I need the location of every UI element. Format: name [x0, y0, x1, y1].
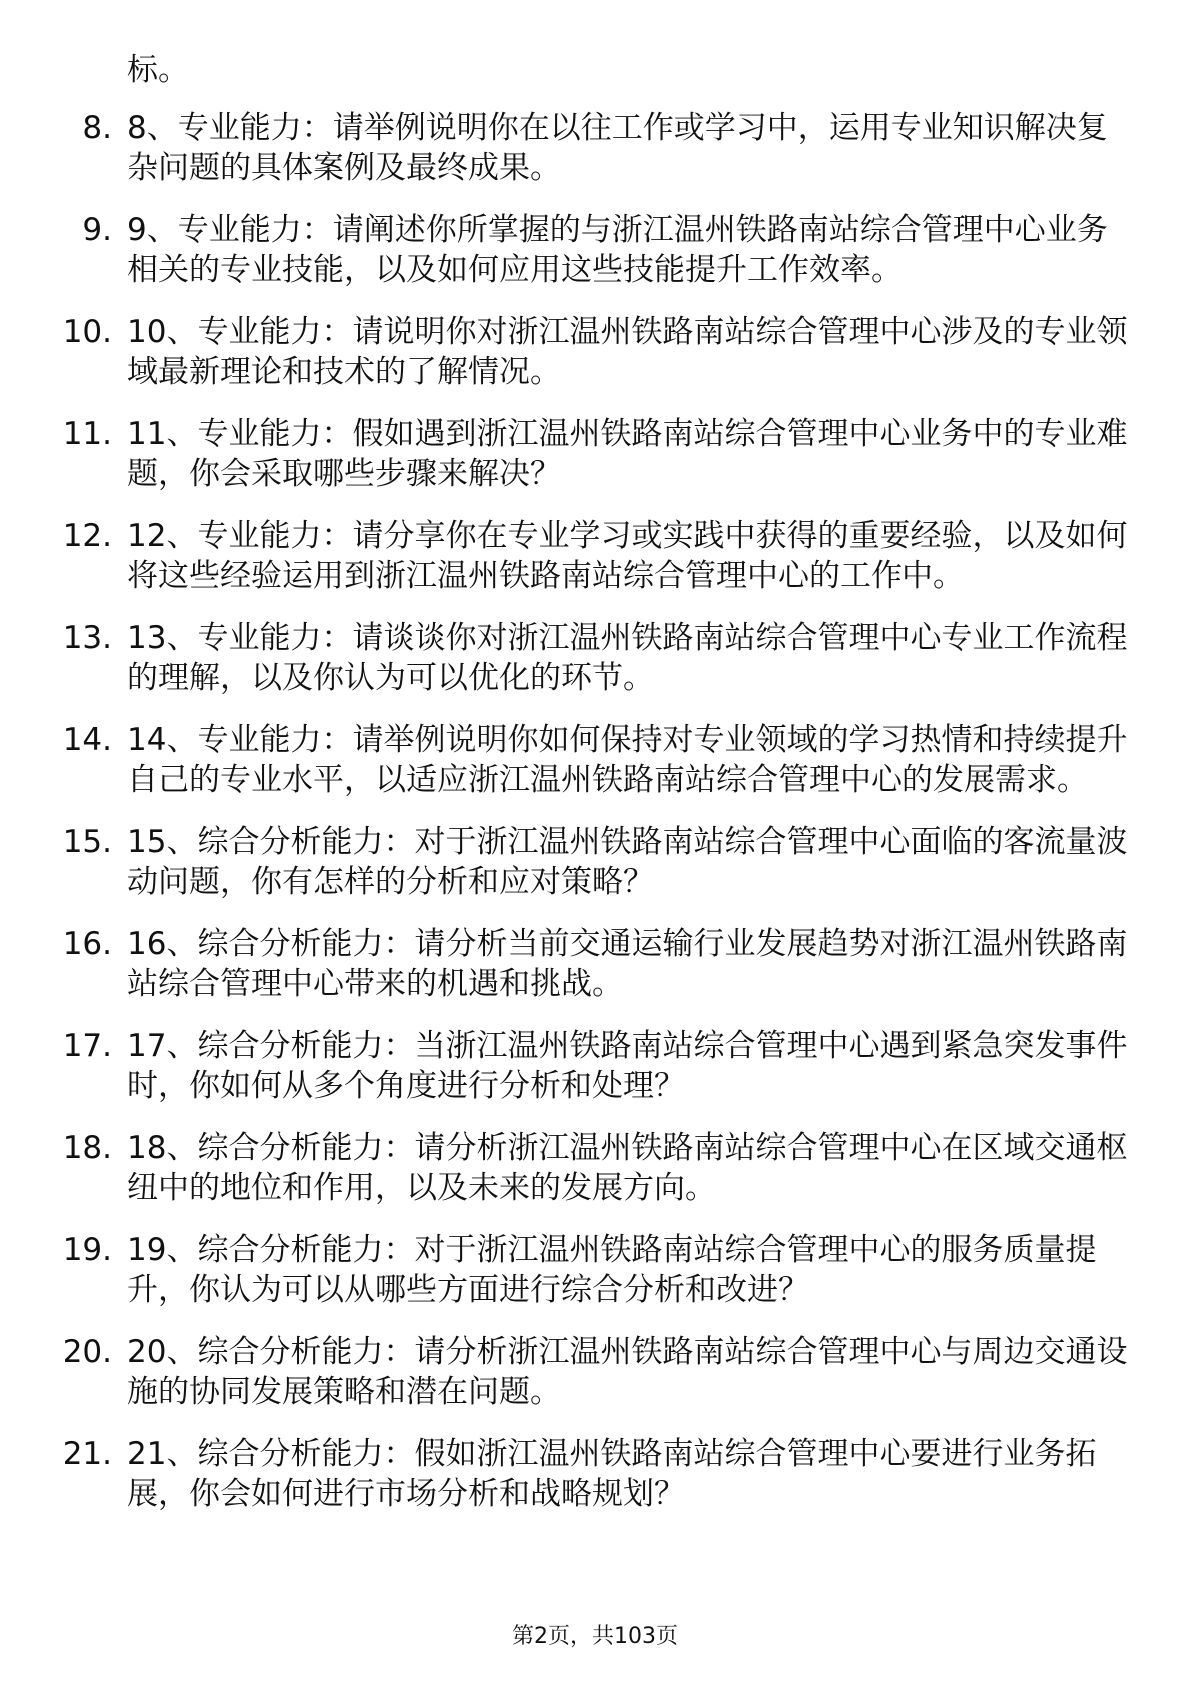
question-text: 19、综合分析能力：对于浙江温州铁路南站综合管理中心的服务质量提升，你认为可以从哪些方面进行综合分析和改进？ [127, 1232, 1097, 1308]
question-text: 9、专业能力：请阐述你所掌握的与浙江温州铁路南站综合管理中心业务相关的专业技能，以及如何应用这些技能提升工作效率。 [127, 212, 1108, 288]
question-number: 10. [62, 314, 112, 350]
question-number: 11. [62, 416, 112, 452]
question-item [0, 1434, 1190, 1514]
question-number: 16. [62, 926, 112, 962]
question-text: 16、综合分析能力：请分析当前交通运输行业发展趋势对浙江温州铁路南站综合管理中心带来的机遇和挑战。 [127, 926, 1128, 1002]
question-item [0, 822, 1190, 902]
question-number: 18. [62, 1130, 112, 1166]
question-number: 9. [82, 212, 112, 248]
question-number: 14. [62, 722, 112, 758]
question-text: 12、专业能力：请分享你在专业学习或实践中获得的重要经验，以及如何将这些经验运用到浙江温州铁路南站综合管理中心的工作中。 [127, 518, 1128, 594]
question-number: 20. [62, 1334, 112, 1370]
question-item [0, 1230, 1190, 1310]
question-text: 14、专业能力：请举例说明你如何保持对专业领域的学习热情和持续提升自己的专业水平，以适应浙江温州铁路南站综合管理中心的发展需求。 [127, 722, 1128, 798]
continuation-text: 标。 [127, 52, 189, 88]
question-text: 8、专业能力：请举例说明你在以往工作或学习中，运用专业知识解决复杂问题的具体案例及最终成果。 [127, 110, 1108, 186]
page-footer: 第2页，共103页 [512, 1624, 678, 1649]
question-text: 10、专业能力：请说明你对浙江温州铁路南站综合管理中心涉及的专业领域最新理论和技术的了解情况。 [127, 314, 1128, 390]
question-item [0, 414, 1190, 494]
question-item [0, 1128, 1190, 1208]
question-number: 13. [62, 620, 112, 656]
question-item [0, 1332, 1190, 1412]
question-number: 15. [62, 824, 112, 860]
question-text: 17、综合分析能力：当浙江温州铁路南站综合管理中心遇到紧急突发事件时，你如何从多个角度进行分析和处理？ [127, 1028, 1128, 1104]
question-item [0, 1026, 1190, 1106]
question-number: 8. [82, 110, 112, 146]
question-item [0, 516, 1190, 596]
question-text: 13、专业能力：请谈谈你对浙江温州铁路南站综合管理中心专业工作流程的理解，以及你认为可以优化的环节。 [127, 620, 1128, 696]
question-text: 18、综合分析能力：请分析浙江温州铁路南站综合管理中心在区域交通枢纽中的地位和作用，以及未来的发展方向。 [127, 1130, 1128, 1206]
question-text: 20、综合分析能力：请分析浙江温州铁路南站综合管理中心与周边交通设施的协同发展策略和潜在问题。 [127, 1334, 1128, 1410]
question-number: 21. [62, 1436, 112, 1472]
question-list [0, 108, 1190, 1536]
question-number: 12. [62, 518, 112, 554]
question-item [0, 720, 1190, 800]
question-number: 17. [62, 1028, 112, 1064]
question-text: 11、专业能力：假如遇到浙江温州铁路南站综合管理中心业务中的专业难题，你会采取哪些步骤来解决？ [127, 416, 1128, 492]
question-item [0, 108, 1190, 188]
question-text: 15、综合分析能力：对于浙江温州铁路南站综合管理中心面临的客流量波动问题，你有怎样的分析和应对策略？ [127, 824, 1128, 900]
question-number: 19. [62, 1232, 112, 1268]
question-text: 21、综合分析能力：假如浙江温州铁路南站综合管理中心要进行业务拓展，你会如何进行市场分析和战略规划？ [127, 1436, 1097, 1512]
question-item [0, 312, 1190, 392]
question-item [0, 210, 1190, 290]
question-item [0, 924, 1190, 1004]
question-item [0, 618, 1190, 698]
